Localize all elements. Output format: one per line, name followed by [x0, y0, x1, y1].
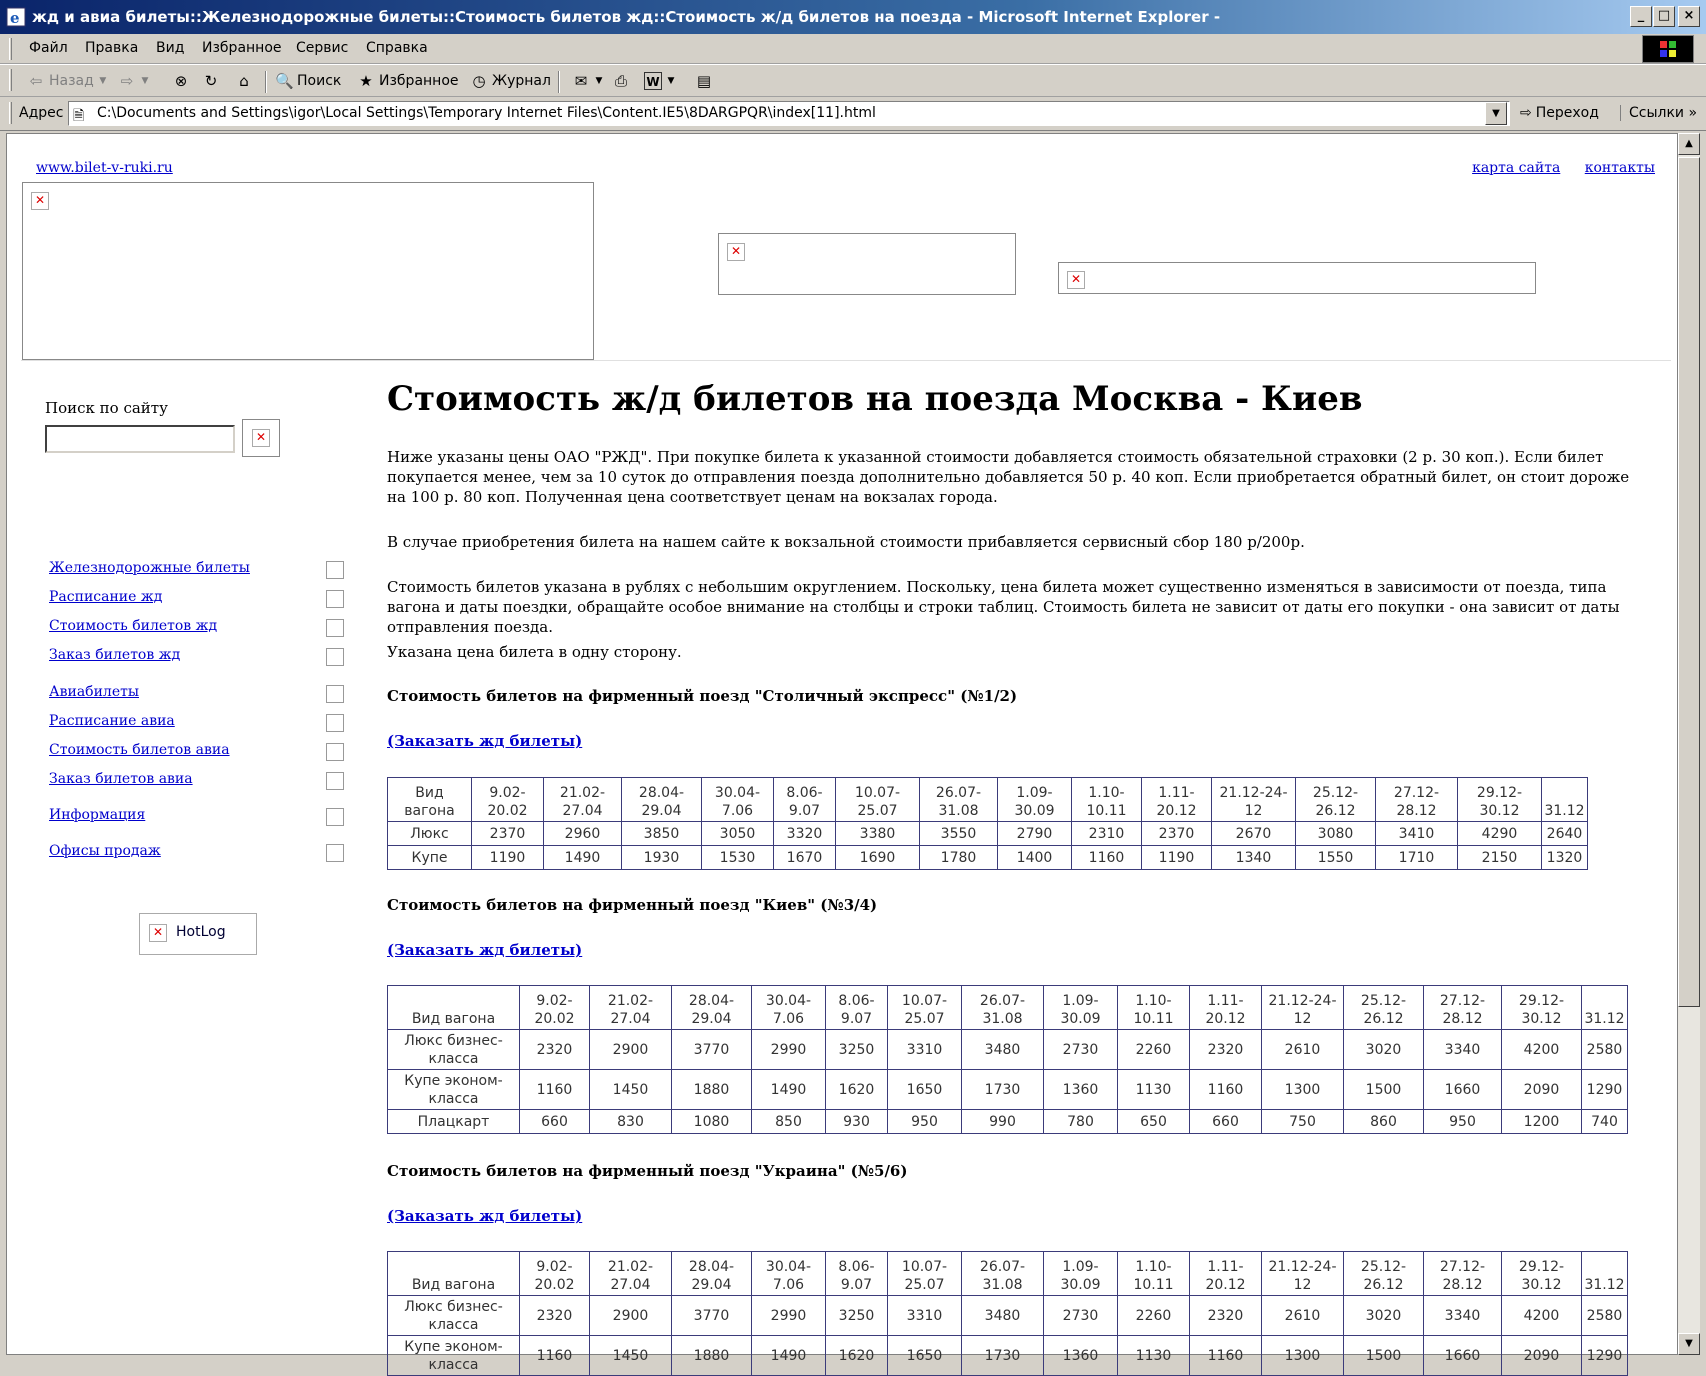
sidebar-item-air-schedule[interactable]: Расписание авиа — [49, 713, 175, 729]
table-header-cell: 8.06-9.07 — [774, 778, 836, 822]
sitemap-link[interactable]: карта сайта — [1472, 160, 1561, 176]
price-cell: 660 — [520, 1110, 590, 1134]
price-cell: 1490 — [544, 846, 622, 870]
favorites-icon: ★ — [359, 72, 373, 90]
table-row — [388, 846, 1588, 870]
chevron-down-icon: ▼ — [1492, 108, 1500, 119]
table-header-row — [388, 778, 1588, 822]
header-divider — [21, 360, 1671, 361]
one-way-note: Указана цена билета в одну сторону. — [387, 643, 682, 661]
price-cell: 1190 — [1142, 846, 1212, 870]
sidebar-item-train-schedule[interactable]: Расписание жд — [49, 589, 163, 605]
price-cell: 2090 — [1502, 1336, 1582, 1376]
broken-image-icon: ✕ — [252, 429, 270, 447]
table-header-cell: 28.04-29.04 — [672, 986, 752, 1030]
price-cell: 3410 — [1376, 822, 1458, 846]
sidebar-item-marker — [326, 685, 344, 703]
price-cell: 2640 — [1542, 822, 1588, 846]
sidebar-item-train-tickets[interactable]: Железнодорожные билеты — [49, 560, 250, 576]
table-header-cell: Вид вагона — [388, 778, 472, 822]
table-header-cell: 27.12-28.12 — [1376, 778, 1458, 822]
mail-button[interactable] — [572, 70, 604, 92]
price-cell: 1450 — [590, 1070, 672, 1110]
price-cell: 1160 — [1190, 1336, 1262, 1376]
price-cell: 780 — [1044, 1110, 1118, 1134]
price-cell: 1710 — [1376, 846, 1458, 870]
links-label: Ссылки — [1629, 105, 1685, 121]
table-header-cell: 1.09-30.09 — [998, 778, 1072, 822]
price-cell: 750 — [1262, 1110, 1344, 1134]
price-cell: 930 — [826, 1110, 888, 1134]
sidebar-item-air-tickets[interactable]: Авиабилеты — [49, 684, 139, 700]
price-cell: 1190 — [472, 846, 544, 870]
car-type-cell: Люкс бизнес-класса — [388, 1030, 520, 1070]
site-search-button[interactable] — [242, 419, 280, 457]
order-train-tickets-link[interactable]: (Заказать жд билеты) — [387, 941, 583, 959]
price-cell: 1620 — [826, 1070, 888, 1110]
scroll-up-button[interactable] — [1678, 133, 1700, 155]
table-header-cell: 9.02-20.02 — [520, 986, 590, 1030]
broken-image-icon: ✕ — [31, 192, 49, 210]
forward-button[interactable] — [118, 70, 150, 92]
price-cell: 4200 — [1502, 1296, 1582, 1336]
price-cell: 1300 — [1262, 1336, 1344, 1376]
chevron-down-icon: ▼ — [667, 76, 675, 86]
minimize-button[interactable]: _ — [1630, 6, 1652, 27]
price-cell: 3480 — [962, 1296, 1044, 1336]
go-arrow-icon: ⇨ — [1520, 105, 1532, 121]
price-cell: 990 — [962, 1110, 1044, 1134]
table-header-cell: 25.12-26.12 — [1344, 1252, 1424, 1296]
price-cell: 950 — [1424, 1110, 1502, 1134]
price-cell: 3310 — [888, 1296, 962, 1336]
price-cell: 2150 — [1458, 846, 1542, 870]
car-type-cell: Купе эконом-класса — [388, 1070, 520, 1110]
order-train-tickets-link[interactable]: (Заказать жд билеты) — [387, 1207, 583, 1225]
title-bar — [0, 0, 1706, 34]
train-title: Стоимость билетов на фирменный поезд "Украина" (№5/6) — [387, 1162, 908, 1180]
price-cell: 1360 — [1044, 1336, 1118, 1376]
table-header-cell: 10.07-25.07 — [888, 1252, 962, 1296]
sidebar-item-marker — [326, 561, 344, 579]
price-cell: 2730 — [1044, 1030, 1118, 1070]
price-cell: 1690 — [836, 846, 920, 870]
table-header-cell: Вид вагона — [388, 986, 520, 1030]
price-cell: 1730 — [962, 1336, 1044, 1376]
search-icon: 🔍 — [275, 72, 294, 90]
price-cell: 1880 — [672, 1336, 752, 1376]
table-header-cell: 1.11-20.12 — [1190, 986, 1262, 1030]
price-table — [387, 1251, 1628, 1376]
price-cell: 1450 — [590, 1336, 672, 1376]
table-header-cell: 10.07-25.07 — [888, 986, 962, 1030]
table-header-cell: 21.02-27.04 — [590, 1252, 672, 1296]
table-header-cell: 31.12 — [1542, 778, 1588, 822]
contacts-link[interactable]: контакты — [1584, 160, 1655, 176]
menu-favorites[interactable]: Избранное — [202, 40, 282, 56]
table-header-cell: Вид вагона — [388, 1252, 520, 1296]
price-cell: 1500 — [1344, 1336, 1424, 1376]
table-header-cell: 21.02-27.04 — [544, 778, 622, 822]
price-cell: 2610 — [1262, 1296, 1344, 1336]
price-cell: 2320 — [520, 1030, 590, 1070]
price-cell: 1160 — [1072, 846, 1142, 870]
sidebar-item-marker — [326, 772, 344, 790]
table-header-cell: 9.02-20.02 — [472, 778, 544, 822]
price-cell: 2320 — [1190, 1296, 1262, 1336]
price-cell: 2580 — [1582, 1030, 1628, 1070]
table-header-cell: 1.10-10.11 — [1072, 778, 1142, 822]
table-row — [388, 1110, 1628, 1134]
menu-edit[interactable]: Правка — [85, 40, 139, 56]
price-cell: 1360 — [1044, 1070, 1118, 1110]
table-header-cell: 8.06-9.07 — [826, 1252, 888, 1296]
site-search-input[interactable] — [45, 425, 235, 453]
table-header-cell: 21.02-27.04 — [590, 986, 672, 1030]
discuss-button[interactable] — [695, 70, 713, 92]
table-header-cell: 21.12-24-12 — [1262, 986, 1344, 1030]
price-cell: 2900 — [590, 1030, 672, 1070]
table-row — [388, 1070, 1628, 1110]
sidebar-item-marker — [326, 648, 344, 666]
price-cell: 2260 — [1118, 1030, 1190, 1070]
price-cell: 1340 — [1212, 846, 1296, 870]
menu-bar — [0, 34, 1706, 64]
table-header-cell: 29.12-30.12 — [1502, 986, 1582, 1030]
table-header-cell: 21.12-24-12 — [1212, 778, 1296, 822]
price-cell: 1490 — [752, 1070, 826, 1110]
price-cell: 2370 — [472, 822, 544, 846]
price-cell: 850 — [752, 1110, 826, 1134]
table-row — [388, 822, 1588, 846]
print-button[interactable] — [612, 70, 630, 92]
intro-paragraph: Ниже указаны цены ОАО "РЖД". При покупке билета к указанной стоимости добавляется стоимость обязательной страховки (2 р. 30 коп.). Если билет покупается менее, чем за 10 суток до отправления поезда дополнительно добавляется 50 р. 40 коп. Если приобретается обратный билет, он стоит дороже на 100 р. 80 коп. Полученная цена соответствует ценам на вокзалах города. — [387, 448, 1630, 506]
table-header-cell: 26.07-31.08 — [962, 1252, 1044, 1296]
car-type-cell: Купе — [388, 846, 472, 870]
home-icon: ⌂ — [239, 72, 249, 90]
table-header-cell: 26.07-31.08 — [920, 778, 998, 822]
scroll-thumb[interactable] — [1678, 157, 1700, 1007]
car-type-cell: Купе эконом-класса — [388, 1336, 520, 1376]
table-header-cell: 31.12 — [1582, 1252, 1628, 1296]
table-row — [388, 1296, 1628, 1336]
sidebar-item-info[interactable]: Информация — [49, 807, 146, 823]
toolbar-grip[interactable] — [9, 102, 12, 124]
history-button[interactable] — [470, 70, 551, 92]
price-cell: 1400 — [998, 846, 1072, 870]
price-cell: 1650 — [888, 1336, 962, 1376]
windows-logo-icon — [1642, 35, 1694, 63]
print-icon: ⎙ — [614, 72, 627, 90]
price-cell: 3080 — [1296, 822, 1376, 846]
table-header-cell: 1.11-20.12 — [1142, 778, 1212, 822]
price-cell: 3480 — [962, 1030, 1044, 1070]
price-cell: 1160 — [520, 1070, 590, 1110]
svg-text:e: e — [10, 9, 20, 27]
table-header-cell: 29.12-30.12 — [1502, 1252, 1582, 1296]
refresh-button[interactable] — [202, 70, 220, 92]
site-home-link[interactable]: www.bilet-v-ruki.ru — [36, 160, 173, 176]
table-header-cell: 31.12 — [1582, 986, 1628, 1030]
sidebar-item-marker — [326, 743, 344, 761]
broken-image-icon: ✕ — [1067, 271, 1085, 289]
back-label: Назад — [49, 73, 94, 89]
table-header-cell: 10.07-25.07 — [836, 778, 920, 822]
price-cell: 3770 — [672, 1296, 752, 1336]
price-table — [387, 777, 1588, 870]
price-cell: 3550 — [920, 822, 998, 846]
table-header-cell: 29.12-30.12 — [1458, 778, 1542, 822]
sidebar-item-train-order[interactable]: Заказ билетов жд — [49, 647, 181, 663]
table-header-cell: 9.02-20.02 — [520, 1252, 590, 1296]
price-cell: 3250 — [826, 1296, 888, 1336]
train-title: Стоимость билетов на фирменный поезд "Столичный экспресс" (№1/2) — [387, 687, 1018, 705]
price-cell: 740 — [1582, 1110, 1628, 1134]
chevron-down-icon: ▼ — [1685, 1338, 1693, 1349]
sidebar-item-marker — [326, 844, 344, 862]
price-cell: 1200 — [1502, 1110, 1582, 1134]
price-cell: 4200 — [1502, 1030, 1582, 1070]
price-cell: 3020 — [1344, 1030, 1424, 1070]
toolbar-separator — [558, 71, 560, 93]
price-cell: 2090 — [1502, 1070, 1582, 1110]
table-header-cell: 25.12-26.12 — [1344, 986, 1424, 1030]
price-cell: 3050 — [702, 822, 774, 846]
menu-view[interactable]: Вид — [156, 40, 185, 56]
price-cell: 660 — [1190, 1110, 1262, 1134]
price-cell: 3020 — [1344, 1296, 1424, 1336]
price-cell: 830 — [590, 1110, 672, 1134]
sidebar-item-marker — [326, 808, 344, 826]
go-label: Переход — [1535, 105, 1599, 121]
price-cell: 1780 — [920, 846, 998, 870]
broken-image-icon: ✕ — [727, 243, 745, 261]
price-cell: 2580 — [1582, 1296, 1628, 1336]
price-cell: 2370 — [1142, 822, 1212, 846]
table-header-cell: 1.10-10.11 — [1118, 986, 1190, 1030]
page-title: Стоимость ж/д билетов на поезда Москва - Киев — [387, 379, 1363, 419]
price-cell: 1650 — [888, 1070, 962, 1110]
address-dropdown[interactable] — [1485, 102, 1507, 125]
price-cell: 1670 — [774, 846, 836, 870]
toolbar-grip[interactable] — [9, 69, 12, 91]
service-fee-paragraph: В случае приобретения билета на нашем сайте к вокзальной стоимости прибавляется сервисный сбор 180 р/200р. — [387, 533, 1305, 551]
standard-toolbar — [0, 64, 1706, 97]
price-cell: 3340 — [1424, 1030, 1502, 1070]
edit-button[interactable] — [644, 70, 676, 92]
price-cell: 1320 — [1542, 846, 1588, 870]
page-icon: 🗎 — [73, 108, 85, 124]
table-header-cell: 1.09-30.09 — [1044, 1252, 1118, 1296]
sidebar-item-marker — [326, 714, 344, 732]
price-cell: 4290 — [1458, 822, 1542, 846]
table-row — [388, 1030, 1628, 1070]
car-type-cell: Люкс — [388, 822, 472, 846]
price-cell: 2790 — [998, 822, 1072, 846]
price-cell: 3340 — [1424, 1296, 1502, 1336]
hotlog-label: HotLog — [176, 924, 226, 940]
back-button[interactable] — [27, 70, 108, 92]
price-cell: 3380 — [836, 822, 920, 846]
price-cell: 1160 — [1190, 1070, 1262, 1110]
chevron-down-icon: ▼ — [595, 76, 603, 86]
page-viewport — [6, 133, 1678, 1373]
price-cell: 1660 — [1424, 1336, 1502, 1376]
stop-button[interactable] — [172, 70, 190, 92]
price-table — [387, 985, 1628, 1134]
history-icon: ◷ — [472, 72, 486, 90]
banner-image — [718, 233, 1016, 295]
price-cell: 2320 — [520, 1296, 590, 1336]
table-row — [388, 1336, 1628, 1376]
price-cell: 1300 — [1262, 1070, 1344, 1110]
discuss-icon: ▤ — [696, 72, 712, 90]
address-bar — [0, 97, 1706, 131]
price-cell: 2730 — [1044, 1296, 1118, 1336]
price-cell: 1290 — [1582, 1336, 1628, 1376]
car-type-cell: Плацкарт — [388, 1110, 520, 1134]
price-cell: 1880 — [672, 1070, 752, 1110]
price-cell: 1500 — [1344, 1070, 1424, 1110]
menu-file[interactable]: Файл — [29, 40, 68, 56]
address-input[interactable] — [68, 101, 1510, 126]
price-cell: 650 — [1118, 1110, 1190, 1134]
price-cell: 3320 — [774, 822, 836, 846]
table-header-row — [388, 986, 1628, 1030]
table-header-cell: 27.12-28.12 — [1424, 986, 1502, 1030]
table-header-cell: 25.12-26.12 — [1296, 778, 1376, 822]
price-cell: 3770 — [672, 1030, 752, 1070]
price-cell: 1550 — [1296, 846, 1376, 870]
price-note-paragraph: Стоимость билетов указана в рублях с небольшим округлением. Поскольку, цена билета может существенно изменяться в зависимости от поезда, типа вагона и даты поездки, обращайте особое внимание на столбцы и строки таблиц. Стоимость билета не зависит от даты его покупки - она зависит от даты отправления поезда. — [387, 578, 1620, 636]
menu-tools[interactable]: Сервис — [296, 40, 349, 56]
chevron-down-icon: ▼ — [141, 76, 149, 86]
home-button[interactable] — [235, 70, 253, 92]
table-header-cell: 28.04-29.04 — [622, 778, 702, 822]
price-cell: 1080 — [672, 1110, 752, 1134]
window-title: жд и авиа билеты::Железнодорожные билеты::Стоимость билетов жд::Стоимость ж/д билетов на поезда - Microsoft Internet Explorer - — [32, 8, 1221, 26]
search-button[interactable] — [275, 70, 341, 92]
sidebar-item-air-order[interactable]: Заказ билетов авиа — [49, 771, 193, 787]
price-cell: 3310 — [888, 1030, 962, 1070]
stop-icon: ⊗ — [174, 72, 188, 90]
table-header-cell: 26.07-31.08 — [962, 986, 1044, 1030]
menu-help[interactable]: Справка — [366, 40, 428, 56]
history-label: Журнал — [492, 73, 551, 89]
header-links — [1452, 160, 1655, 176]
back-arrow-icon: ⇦ — [29, 72, 43, 90]
go-button[interactable] — [1520, 105, 1599, 121]
site-search-label: Поиск по сайту — [45, 399, 168, 417]
table-header-cell: 27.12-28.12 — [1424, 1252, 1502, 1296]
price-cell: 1160 — [520, 1336, 590, 1376]
price-cell: 1130 — [1118, 1070, 1190, 1110]
mail-icon: ✉ — [574, 72, 588, 90]
price-cell: 860 — [1344, 1110, 1424, 1134]
word-icon: W — [644, 72, 662, 90]
sidebar-item-marker — [326, 590, 344, 608]
table-header-cell: 8.06-9.07 — [826, 986, 888, 1030]
chevron-down-icon: ▼ — [99, 76, 107, 86]
vertical-scrollbar[interactable] — [1678, 133, 1700, 1355]
table-header-cell: 21.12-24-12 — [1262, 1252, 1344, 1296]
order-train-tickets-link[interactable]: (Заказать жд билеты) — [387, 732, 583, 750]
address-label: Адрес — [19, 105, 64, 121]
banner-image — [1058, 262, 1536, 294]
forward-arrow-icon: ⇨ — [120, 72, 134, 90]
table-header-cell: 28.04-29.04 — [672, 1252, 752, 1296]
search-label: Поиск — [297, 73, 342, 89]
price-cell: 1930 — [622, 846, 702, 870]
price-cell: 2320 — [1190, 1030, 1262, 1070]
price-cell: 2260 — [1118, 1296, 1190, 1336]
address-value: C:\Documents and Settings\igor\Local Settings\Temporary Internet Files\Content.IE5\8DARGPQR\index[11].html — [97, 105, 876, 121]
links-button[interactable]: Ссылки » — [1620, 105, 1697, 121]
refresh-icon: ↻ — [204, 72, 218, 90]
price-cell: 2990 — [752, 1296, 826, 1336]
favorites-label: Избранное — [379, 73, 459, 89]
price-cell: 1290 — [1582, 1070, 1628, 1110]
toolbar-separator — [265, 71, 267, 93]
sidebar-item-train-prices[interactable]: Стоимость билетов жд — [49, 618, 218, 634]
price-cell: 1730 — [962, 1070, 1044, 1110]
price-cell: 2670 — [1212, 822, 1296, 846]
car-type-cell: Люкс бизнес-класса — [388, 1296, 520, 1336]
price-cell: 2610 — [1262, 1030, 1344, 1070]
table-header-cell: 1.09-30.09 — [1044, 986, 1118, 1030]
price-cell: 1660 — [1424, 1070, 1502, 1110]
price-cell: 1490 — [752, 1336, 826, 1376]
internet-explorer-icon — [6, 7, 26, 27]
train-title: Стоимость билетов на фирменный поезд "Киев" (№3/4) — [387, 896, 878, 914]
favorites-button[interactable] — [357, 70, 459, 92]
chevron-up-icon: ▲ — [1685, 138, 1693, 149]
close-button[interactable]: × — [1678, 6, 1700, 27]
toolbar-grip[interactable] — [9, 38, 12, 60]
sidebar-item-marker — [326, 619, 344, 637]
table-header-row — [388, 1252, 1628, 1296]
broken-image-icon: ✕ — [149, 924, 167, 942]
price-cell: 3850 — [622, 822, 702, 846]
table-header-cell: 30.04-7.06 — [702, 778, 774, 822]
table-header-cell: 1.10-10.11 — [1118, 1252, 1190, 1296]
price-cell: 1130 — [1118, 1336, 1190, 1376]
price-cell: 1620 — [826, 1336, 888, 1376]
table-header-cell: 30.04-7.06 — [752, 1252, 826, 1296]
table-header-cell: 30.04-7.06 — [752, 986, 826, 1030]
price-cell: 1530 — [702, 846, 774, 870]
price-cell: 2990 — [752, 1030, 826, 1070]
price-cell: 3250 — [826, 1030, 888, 1070]
table-header-cell: 1.11-20.12 — [1190, 1252, 1262, 1296]
price-cell: 2310 — [1072, 822, 1142, 846]
scroll-down-button[interactable] — [1678, 1333, 1700, 1355]
hotlog-counter[interactable] — [139, 913, 257, 955]
sidebar-item-air-prices[interactable]: Стоимость билетов авиа — [49, 742, 230, 758]
price-cell: 2960 — [544, 822, 622, 846]
price-cell: 2900 — [590, 1296, 672, 1336]
banner-image — [22, 182, 594, 360]
price-cell: 950 — [888, 1110, 962, 1134]
sidebar-item-offices[interactable]: Офисы продаж — [49, 843, 161, 859]
maximize-button[interactable]: □ — [1653, 6, 1675, 27]
